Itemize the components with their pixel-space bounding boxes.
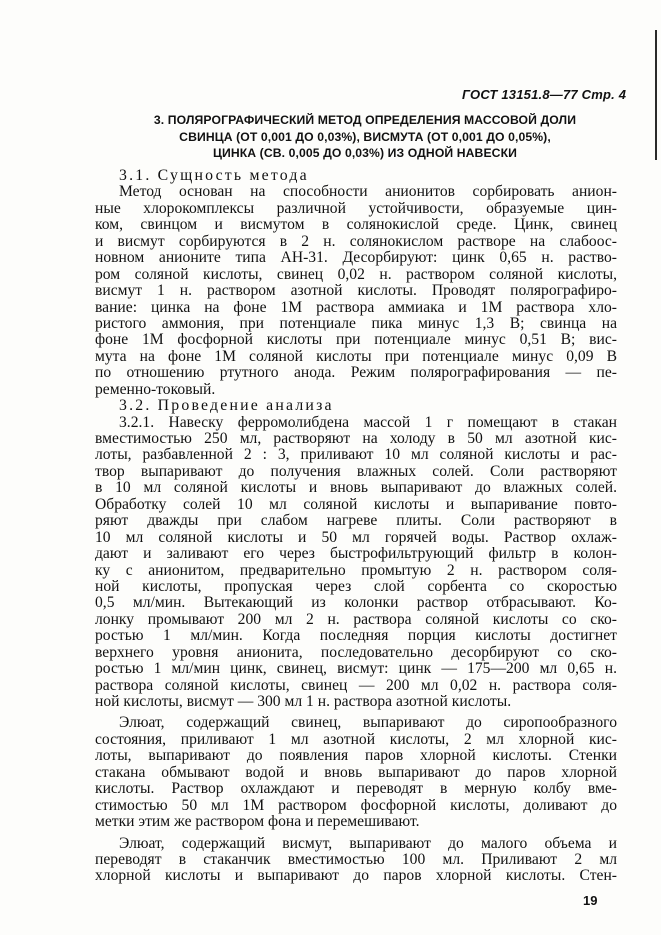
paragraph-line: и висмут сорбируются в 2 н. солянокислом растворе на слабоос-	[95, 232, 617, 250]
paragraph-line: лоты, разбавленной 2 : 3, приливают 10 мл соляной кислоты и рас-	[95, 446, 617, 464]
paragraph-line: ной кислоты, висмут — 300 мл 1 н. раствора азотной кислоты.	[95, 693, 512, 710]
page-header: ГОСТ 13151.8—77 Стр. 4	[462, 87, 627, 102]
paragraph-line: фоне 1М фосфорной кислоты при потенциале минус 0,51 В; вис-	[95, 331, 617, 349]
document-body	[95, 168, 617, 885]
paragraph-line: верхнего уровня анионита, последовательно десорбируют со ско-	[95, 643, 617, 661]
paragraph-line: хлорной кислоты и выпаривают до паров хлорной кислоты. Стен-	[95, 867, 617, 885]
section-title	[100, 112, 630, 162]
paragraph-line: Метод основан на способности анионитов сорбировать анион-	[119, 183, 617, 201]
paragraph-line: ком, свинцом и висмутом в солянокислой среде. Цинк, свинец	[95, 216, 617, 234]
section-3-1-heading: 3.1. Сущность метода	[119, 167, 309, 184]
paragraph-line: вместимостью 250 мл, растворяют на холоду в 50 мл азотной кис-	[95, 430, 617, 447]
paragraph-line: вание: цинка на фоне 1М раствора аммиака и 1М раствора хло-	[95, 298, 617, 316]
paragraph-line: стимостью 50 мл 1М раствором фосфорной кислоты, доливают до	[95, 796, 617, 814]
paragraph-line: 0,5 мл/мин. Вытекающий из колонки раствор отбрасывают. Ко-	[95, 594, 617, 612]
paragraph-line: стакана обмывают водой и вновь выпаривают до паров хлорной	[95, 763, 617, 781]
paragraph-line: по отношению ртутного анода. Режим полярографирования — пе-	[95, 364, 617, 382]
paragraph-line: лоты, выпаривают до появления паров хлорной кислоты. Стенки	[95, 747, 617, 765]
paragraph-line: дают и заливают его через быстрофильтрующий фильтр в колон-	[95, 545, 617, 563]
paragraph-line: ременно-токовый.	[95, 380, 216, 398]
paragraph-line: ростью 1 мл/мин цинк, свинец, висмут: цинк — 175—200 мл 0,65 н.	[95, 660, 617, 678]
paragraph-line: лонку промывают 200 мл 2 н. раствора соляной кислоты со ско-	[95, 610, 617, 628]
paragraph-line: ряют дважды при слабом нагреве плиты. Соли растворяют в	[95, 512, 617, 530]
binding-edge-line	[655, 30, 657, 160]
paragraph-line: в 10 мл соляной кислоты и вновь выпаривают до влажных солей.	[95, 479, 617, 497]
paragraph-line: ром соляной кислоты, свинец 0,02 н. раствором соляной кислоты,	[95, 265, 617, 283]
paragraph-line: метки этим же раствором фона и перемешивают.	[95, 813, 420, 831]
paragraph-line: переводят в стаканчик вместимостью 100 мл. Приливают 2 мл	[95, 850, 617, 868]
paragraph-line: ной кислоты, пропуская через слой сорбента со скоростью	[95, 577, 617, 595]
paragraph-line: Обработку солей 10 мл соляной кислоты и выпаривание повто-	[95, 495, 617, 513]
paragraph-line: состояния, приливают 1 мл азотной кислоты, 2 мл хлорной кис-	[95, 730, 617, 748]
paragraph-line: висмут 1 н. раствором азотной кислоты. Проводят полярографиро-	[95, 282, 617, 300]
paragraph-line: новном анионите типа АН-31. Десорбируют: цинк 0,65 н. раство-	[95, 249, 617, 267]
paragraph-line: кислоты. Раствор охлаждают и переводят в мерную колбу вме-	[95, 780, 617, 798]
paragraph-line: ку с анионитом, предварительно промытую 2 н. раствором соля-	[95, 561, 617, 579]
paragraph-line: твор выпаривают до получения влажных солей. Соли растворяют	[95, 462, 617, 480]
paragraph-line: мута на фоне 1М соляной кислоты при потенциале минус 0,09 В	[95, 347, 617, 365]
paragraph-line: ристого аммония, при потенциале пика минус 1,3 В; свинца на	[95, 314, 617, 332]
paragraph-line: ростью 1 мл/мин. Когда последняя порция кислоты достигнет	[95, 627, 617, 645]
title-line-1: 3. ПОЛЯРОГРАФИЧЕСКИЙ МЕТОД ОПРЕДЕЛЕНИЯ МАССОВОЙ ДОЛИ	[153, 113, 577, 127]
page-number: 19	[583, 893, 598, 908]
paragraph-line: Элюат, содержащий висмут, выпаривают до малого объема и	[119, 834, 617, 852]
paragraph-line: Элюат, содержащий свинец, выпаривают до сиропообразного	[119, 714, 617, 732]
section-3-2-heading: 3.2. Проведение анализа	[119, 397, 334, 415]
title-line-2: СВИНЦА (ОТ 0,001 ДО 0,03%), ВИСМУТА (ОТ 0,001 ДО 0,05%),	[179, 129, 551, 144]
paragraph-line: 10 мл соляной кислоты и 50 мл горячей воды. Раствор охлаж-	[95, 528, 617, 546]
paragraph-line: 3.2.1. Навеску ферромолибдена массой 1 г помещают в стакан	[119, 413, 617, 431]
title-line-3: ЦИНКА (СВ. 0,005 ДО 0,03%) ИЗ ОДНОЙ НАВЕСКИ	[212, 146, 517, 160]
paragraph-line: ные хлорокомплексы различной устойчивости, образуемые цин-	[95, 199, 617, 217]
paragraph-line: раствора соляной кислоты, свинец — 200 мл 0,02 н. раствора соля-	[95, 676, 617, 694]
